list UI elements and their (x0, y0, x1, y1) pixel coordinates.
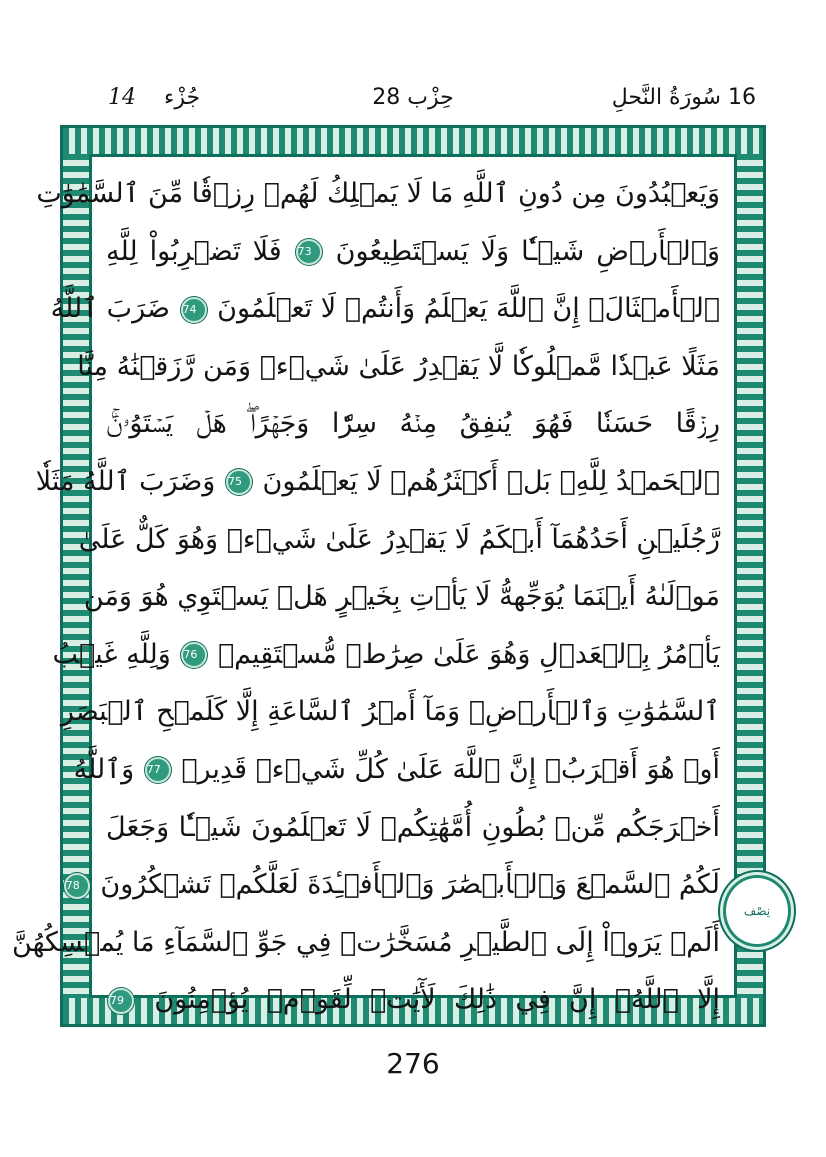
text-line (106, 223, 720, 281)
verse-text: فَلَا تَضۡرِبُواْ لِلَّهِ (106, 235, 282, 267)
ayah-number-marker: 77 (145, 757, 171, 783)
verse-text: ٱلسَّمَٰوَٰتِ وَٱلۡأَرۡضِۚ وَمَآ أَمۡرُ ٱلسَّاعَةِ إِلَّا كَلَمۡحِ ٱلۡبَصَرِ (60, 696, 720, 728)
verse-text: وَضَرَبَ ٱللَّهُ مَثَلٗا (35, 465, 216, 497)
verse-text: ٱلۡحَمۡدُ لِلَّهِۚ بَلۡ أَكۡثَرُهُمۡ لَا يَعۡلَمُونَ (262, 465, 720, 497)
verse-text: ضَرَبَ ٱللَّهُ (50, 293, 170, 325)
ornamental-frame (12, 125, 766, 1027)
ayah-number-marker: 78 (64, 873, 90, 899)
nisf-label: نِصْف (743, 904, 771, 918)
text-line (60, 683, 720, 741)
verse-text: أَخۡرَجَكُم مِّنۢ بُطُونِ أُمَّهَٰتِكُمۡ لَا تَعۡلَمُونَ شَيۡـٔٗا وَجَعَلَ (106, 811, 720, 843)
page-header (70, 80, 756, 116)
ayah-number-marker: 73 (296, 239, 322, 265)
text-line (52, 626, 720, 684)
surah-name: 16 سُورَةُ النَّحلِ (611, 85, 756, 110)
verse-text: ٱلۡأَمۡثَالَۚ إِنَّ ٱللَّهَ يَعۡلَمُ وَأَنتُمۡ لَا تَعۡلَمُونَ (217, 293, 720, 325)
text-line (78, 511, 720, 569)
verse-text: مَثَلًا عَبۡدٗا مَّمۡلُوكٗا لَّا يَقۡدِرُ عَلَىٰ شَيۡءٖ وَمَن رَّزَقۡنَٰهُ مِنَّا (77, 350, 720, 382)
verse-text: يَأۡمُرُ بِٱلۡعَدۡلِ وَهُوَ عَلَىٰ صِرَٰطٖ مُّسۡتَقِيمٖ (217, 638, 720, 670)
text-line (83, 568, 720, 626)
juz-label (108, 80, 200, 116)
verse-text: وَيَعۡبُدُونَ مِن دُونِ ٱللَّهِ مَا لَا يَمۡلِكُ لَهُمۡ رِزۡقٗا مِّنَ ٱلسَّمَٰوَٰتِ (36, 178, 720, 209)
text-line (73, 741, 720, 799)
verse-text: إِلَّا ٱللَّهُۚ إِنَّ فِي ذَٰلِكَ لَأٓيَٰتٖ لِّقَوۡمٖ يُؤۡمِنُونَ (154, 984, 720, 1016)
text-line (77, 338, 720, 396)
nisf-hizb-ornament (723, 875, 791, 947)
text-line (12, 914, 720, 972)
ayah-number-marker: 75 (226, 469, 252, 495)
ayah-number-marker: 76 (181, 642, 207, 668)
verse-text: أَلَمۡ يَرَوۡاْ إِلَى ٱلطَّيۡرِ مُسَخَّرَٰتٖ فِي جَوِّ ٱلسَّمَآءِ مَا يُمۡسِكُهُنَّ (12, 926, 720, 958)
ayah-number-marker: 74 (181, 297, 207, 323)
verse-text: رَّجُلَيۡنِ أَحَدُهُمَآ أَبۡكَمُ لَا يَقۡدِرُ عَلَىٰ شَيۡءٖ وَهُوَ كَلٌّ عَلَىٰ (78, 523, 720, 555)
text-panel (12, 154, 737, 1016)
verse-text: أَوۡ هُوَ أَقۡرَبُۚ إِنَّ ٱللَّهَ عَلَىٰ كُلِّ شَيۡءٖ قَدِيرٞ (181, 753, 720, 785)
text-line (36, 165, 720, 223)
verse-text: وَٱلۡأَرۡضِ شَيۡـٔٗا وَلَا يَسۡتَطِيعُونَ (335, 235, 720, 267)
verse-text: رِزۡقًا حَسَنٗا فَهُوَ يُنفِقُ مِنۡهُ سِرّٗا وَجَهۡرًاۖ هَلۡ يَسۡتَوُۥنَۚ (106, 408, 720, 440)
verse-text: وَلِلَّهِ غَيۡبُ (52, 638, 171, 670)
verse-text: وَٱللَّهُ (73, 753, 135, 785)
text-line (65, 856, 720, 914)
text-line (106, 799, 720, 857)
quran-text (12, 165, 720, 1016)
ayah-number-marker: 79 (108, 988, 134, 1014)
page-number: 276 (386, 1047, 440, 1080)
verse-text: مَوۡلَىٰهُ أَيۡنَمَا يُوَجِّههُّ لَا يَأۡتِ بِخَيۡرٍ هَلۡ يَسۡتَوِي هُوَ وَمَن (83, 581, 720, 613)
hizb-label: حِزْب 28 (372, 85, 454, 110)
verse-text: لَكُمُ ٱلسَّمۡعَ وَٱلۡأَبۡصَٰرَ وَٱلۡأَفۡـِٔدَةَ لَعَلَّكُمۡ تَشۡكُرُونَ (100, 869, 720, 901)
juz-number: 14 (108, 85, 136, 110)
text-line (106, 971, 720, 1029)
text-line (106, 395, 720, 453)
text-line (35, 453, 720, 511)
text-line (50, 280, 720, 338)
juz-word: جُزْء (163, 85, 201, 110)
